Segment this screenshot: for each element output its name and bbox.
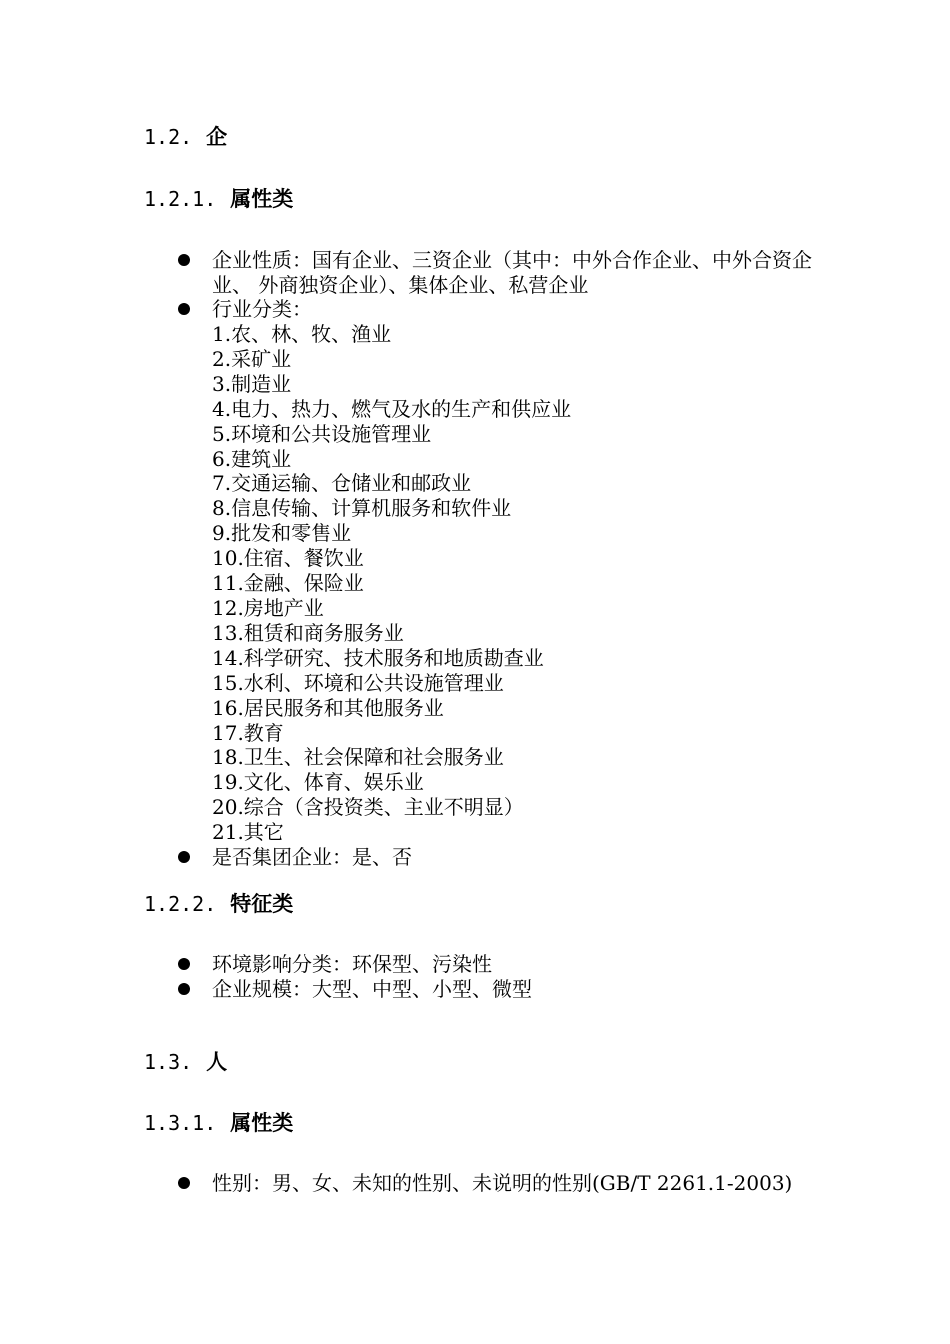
- list-item-gender: [178, 1171, 818, 1196]
- section-number: 1.3.1.: [144, 1111, 217, 1135]
- section-title: 属性类: [230, 186, 294, 211]
- section-number: 1.2.2.: [144, 892, 217, 916]
- bullet-icon: [178, 254, 190, 266]
- section-heading-1-2-1: [144, 186, 293, 212]
- list-item: 12.房地产业: [212, 595, 324, 620]
- section-title: 属性类: [230, 1110, 294, 1135]
- list-item: 4.电力、热力、燃气及水的生产和供应业: [212, 396, 572, 421]
- section-number: 1.3.: [144, 1050, 193, 1074]
- bullet-icon: [178, 1177, 190, 1189]
- list-item-group-enterprise: [178, 845, 818, 870]
- list-item-text: 是否集团企业：是、否: [212, 845, 412, 869]
- list-item: 10.住宿、餐饮业: [212, 546, 364, 571]
- list-item: 5.环境和公共设施管理业: [212, 421, 432, 446]
- section-title: 特征类: [230, 891, 294, 916]
- list-item-text: 环境影响分类：环保型、污染性: [212, 952, 492, 976]
- bullet-icon: [178, 958, 190, 970]
- list-item: 17.教育: [212, 720, 284, 745]
- list-item: 19.文化、体育、娱乐业: [212, 770, 424, 795]
- section-title: 人: [206, 1049, 228, 1074]
- industry-list: [212, 322, 571, 845]
- list-item: 14.科学研究、技术服务和地质勘查业: [212, 645, 544, 670]
- list-item-text: 企业性质：国有企业、三资企业（其中：中外合作企业、中外合资企业、 外商独资企业）、集体企业、私营企业: [212, 248, 812, 297]
- list-item: 16.居民服务和其他服务业: [212, 695, 444, 720]
- list-item-env-impact: [178, 952, 818, 977]
- section-title: 企: [206, 124, 228, 149]
- list-item: 2.采矿业: [212, 346, 292, 371]
- bullet-icon: [178, 303, 190, 315]
- list-item: 21.其它: [212, 820, 284, 845]
- list-item-text: 行业分类：: [212, 297, 312, 321]
- list-item: 6.建筑业: [212, 446, 292, 471]
- bullet-icon: [178, 851, 190, 863]
- list-item: 8.信息传输、计算机服务和软件业: [212, 496, 512, 521]
- list-item-industry-classification: [178, 297, 818, 322]
- list-item: 1.农、林、牧、渔业: [212, 322, 392, 346]
- list-item-text: 性别：男、女、未知的性别、未说明的性别(GB/T 2261.1-2003): [212, 1171, 793, 1195]
- section-number: 1.2.1.: [144, 187, 217, 211]
- list-item: 7.交通运输、仓储业和邮政业: [212, 471, 472, 496]
- list-item-text: 企业规模：大型、中型、小型、微型: [212, 977, 532, 1001]
- section-heading-1-2: [144, 124, 227, 150]
- list-item: 13.租赁和商务服务业: [212, 620, 404, 645]
- section-heading-1-3: [144, 1049, 227, 1075]
- list-item: 3.制造业: [212, 371, 292, 396]
- bullet-icon: [178, 983, 190, 995]
- list-item: 9.批发和零售业: [212, 521, 352, 546]
- list-item: 20.综合（含投资类、主业不明显）: [212, 795, 524, 820]
- list-item: 18.卫生、社会保障和社会服务业: [212, 745, 504, 770]
- list-item-enterprise-nature: [178, 248, 818, 298]
- list-item: 11.金融、保险业: [212, 571, 364, 596]
- section-number: 1.2.: [144, 125, 193, 149]
- list-item: 15.水利、环境和公共设施管理业: [212, 670, 504, 695]
- list-item-enterprise-scale: [178, 977, 818, 1002]
- section-heading-1-3-1: [144, 1110, 293, 1136]
- section-heading-1-2-2: [144, 891, 293, 917]
